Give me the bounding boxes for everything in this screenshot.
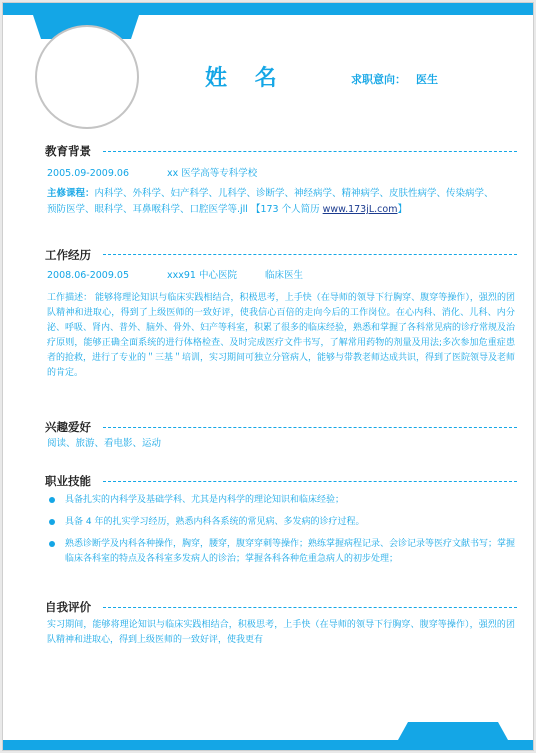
education-title: 教育背景: [45, 144, 91, 158]
photo-placeholder[interactable]: [35, 25, 139, 129]
self-eval-title: 自我评价: [45, 600, 91, 614]
courses-text-1: 内科学、外科学、妇产科学、儿科学、诊断学、神经病学、精神病学、皮肤性病学、传染病学、: [94, 188, 494, 199]
education-courses-line-1: [47, 186, 517, 201]
education-date: 2005.09-2009.06: [47, 168, 129, 179]
hobbies-title: 兴趣爱好: [45, 420, 91, 434]
bottom-accent-bar: [3, 740, 533, 750]
candidate-name: 姓 名: [205, 66, 287, 91]
courses-label: 主修课程：: [47, 188, 95, 199]
work-hospital: xxx91 中心医院: [167, 270, 237, 281]
education-courses-line-2: [47, 202, 517, 217]
job-intent-value: 医生: [416, 73, 438, 86]
work-description: 工作描述： 能够将理论知识与临床实践相结合，积极思考，上手快（在导师的领导下行胸穿、腹穿等操作），强烈的团队精神和进取心，得到了上级医师的一致好评，使我信心百倍的走向今后的工作岗位。在心内科、消化、儿科、内分泌、呼吸、肾内、普外、脑外、骨外、妇产等科室，积累了很多的临床经验，熟悉和掌握了各科常见病的诊疗常规及治疗原则，能够正确全面系统的进行体格检查、及时完成医疗文件书写，了解常用药物的剂量及用法;多次参加危重症患者的抢救，进行了专业的＂三基＂培训，实习期间可独立分管病人，能够与带教老师达成共识，得到了医院领导及老师的肯定。: [47, 293, 516, 378]
bullet-dot-icon: [49, 497, 55, 503]
work-divider: [103, 254, 517, 255]
self-eval-text: 实习期间，能够将理论知识与临床实践相结合，积极思考，上手快（在导师的领导下行胸穿、腹穿等操作），强烈的团队精神和进取心，得到上级医师的一致好评，使我更有: [47, 620, 515, 645]
job-intent-label: 求职意向：: [351, 73, 406, 86]
top-accent-bar: [3, 3, 533, 15]
skill-item: 熟悉诊断学及内科各种操作，胸穿，腰穿，腹穿穿刺等操作；熟练掌握病程记录、会诊记录等医疗文献书写；掌握临床各科室的特点及各科室多发病人的诊治；掌握各科各种危重急病人的初步处理；: [47, 537, 517, 567]
bottom-accent-tab: [398, 722, 508, 740]
hobbies-text: 阅读、旅游、看电影、运动: [47, 438, 162, 449]
work-date: 2008.06-2009.05: [47, 270, 129, 281]
skills-list: [47, 493, 517, 574]
bullet-dot-icon: [49, 519, 55, 525]
work-position: 临床医生: [264, 270, 303, 281]
education-divider: [103, 151, 517, 152]
resume-site-link[interactable]: www.173jL.com: [322, 204, 398, 215]
courses-text-2: 预防医学、眼科学、耳鼻喉科学、口腔医学等.jll 【173 个人简历: [47, 204, 323, 215]
skills-divider: [103, 481, 517, 482]
hobbies-divider: [103, 427, 517, 428]
self-eval-divider: [103, 607, 517, 608]
work-entry: [47, 268, 517, 283]
bullet-dot-icon: [49, 541, 55, 547]
skill-item: 具备 4 年的扎实学习经历，熟悉内科各系统的常见病、多发病的诊疗过程。: [47, 515, 517, 530]
education-entry: [47, 166, 517, 181]
skills-title: 职业技能: [45, 474, 91, 488]
work-title: 工作经历: [45, 248, 91, 262]
education-school: xx 医学高等专科学校: [167, 168, 258, 179]
resume-page: [2, 2, 534, 751]
courses-text-end: 】: [397, 204, 407, 215]
skill-item: 具备扎实的内科学及基础学科、尤其是内科学的理论知识和临床经验；: [47, 493, 517, 508]
job-intent: [351, 71, 438, 87]
